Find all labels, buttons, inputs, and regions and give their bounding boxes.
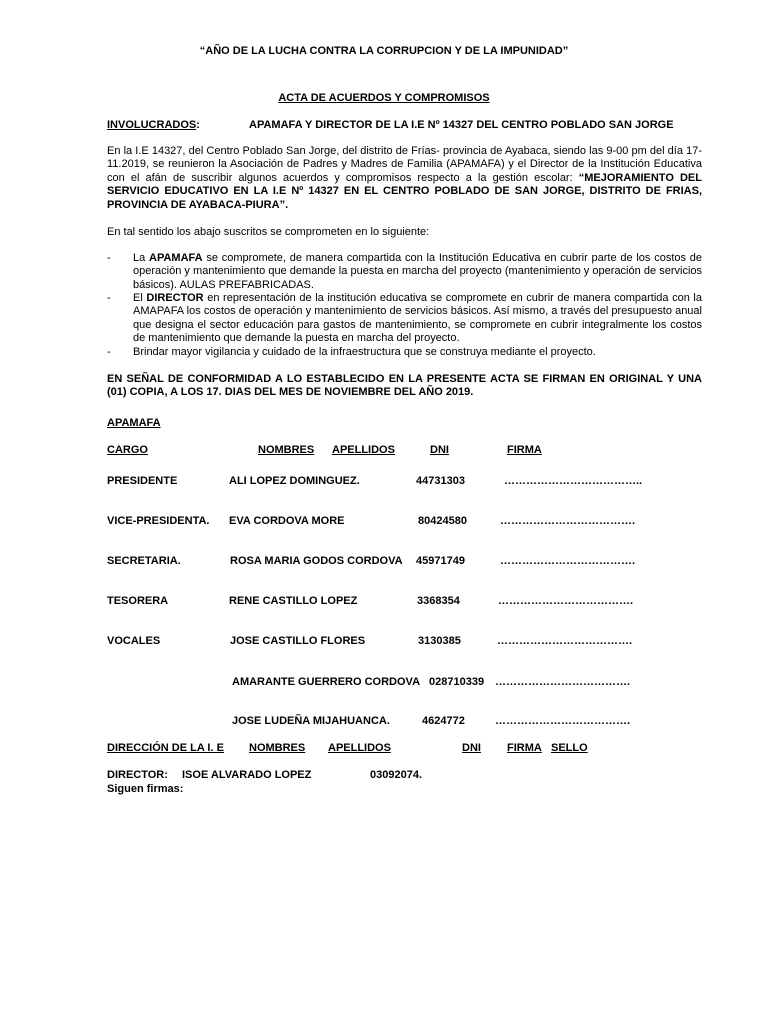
- involved-label: INVOLUCRADOS: [107, 119, 197, 131]
- list-dash: -: [107, 292, 111, 304]
- name-presidente: ALI LOPEZ DOMINGUEZ.: [229, 475, 360, 487]
- dni-vocal-1: 3130385: [418, 635, 461, 647]
- name-secretaria: ROSA MARIA GODOS CORDOVA: [230, 555, 403, 567]
- dni-vocal-3: 4624772: [422, 715, 465, 727]
- col-dir-nombres: NOMBRES: [249, 742, 306, 754]
- cargo-vicepresidenta: VICE-PRESIDENTA.: [107, 515, 210, 527]
- conformity-statement: EN SEÑAL DE CONFORMIDAD A LO ESTABLECIDO EN LA PRESENTE ACTA SE FIRMAN EN ORIGINAL Y UNA (01) COPIA, A LOS 17. DIAS DEL MES DE NOVIEMBRE DEL AÑO 2019.: [107, 373, 702, 399]
- col-cargo: CARGO: [107, 444, 148, 456]
- cargo-vocales: VOCALES: [107, 635, 161, 647]
- signature-line: ……………………………….: [495, 676, 631, 688]
- list-dash: -: [107, 346, 111, 358]
- name-vocal-1: JOSE CASTILLO FLORES: [230, 635, 366, 647]
- involved-line: [107, 119, 200, 131]
- commitment-apamafa: La APAMAFA se compromete, de manera compartida con la Institución Educativa en cubrir parte de los costos de operación y mantenimiento que demande la puesta en marcha del proyecto (mantenimiento y operación de servicios básicos). AULAS PREFABRICADAS.: [133, 252, 702, 291]
- apamafa-bold: APAMAFA: [149, 252, 203, 264]
- document-title: ACTA DE ACUERDOS Y COMPROMISOS: [278, 92, 490, 104]
- cargo-secretaria: SECRETARIA.: [107, 555, 181, 567]
- col-dir-sello: SELLO: [551, 742, 588, 754]
- commitment-vigilance: Brindar mayor vigilancia y cuidado de la infraestructura que se construya mediante el proyecto.: [133, 346, 596, 358]
- more-signatures-note: Siguen firmas:: [107, 783, 184, 795]
- signature-line: ……………………………….: [498, 595, 634, 607]
- col-dir-firma: FIRMA: [507, 742, 542, 754]
- signature-line: ……………………………….: [495, 715, 631, 727]
- col-nombres: NOMBRES: [258, 444, 315, 456]
- dni-vicepresidenta: 80424580: [418, 515, 467, 527]
- col-dni: DNI: [430, 444, 449, 456]
- director-dni: 03092074.: [370, 769, 422, 781]
- dni-tesorera: 3368354: [417, 595, 460, 607]
- involved-value: APAMAFA Y DIRECTOR DE LA I.E Nº 14327 DEL CENTRO POBLADO SAN JORGE: [249, 119, 674, 131]
- signature-line: ……………………………….: [500, 555, 636, 567]
- dni-secretaria: 45971749: [416, 555, 465, 567]
- dni-presidente: 44731303: [416, 475, 465, 487]
- col-dir-dni: DNI: [462, 742, 481, 754]
- intro-text: En la I.E 14327, del Centro Poblado San Jorge, del distrito de Frías- provincia de Ayabaca, siendo las 9-00 pm del día 17-11.2019, se reunieron la Asociación de Padres y Madres de Familia (APAMAFA) y el Director de la Institución Educativa con el afán de suscribir algunos acuerdos y compromisos respecto a la gestión escolar:: [107, 145, 702, 184]
- col-apellidos: APELLIDOS: [332, 444, 395, 456]
- director-bold: DIRECTOR: [146, 292, 204, 304]
- project-name: “MEJORAMIENTO DEL SERVICIO EDUCATIVO EN LA I.E Nº 14327 EN EL CENTRO POBLADO DE SAN JORGE, DISTRITO DE FRIAS, PROVINCIA DE AYABACA-PIURA”.: [107, 171, 702, 211]
- name-vocal-3: JOSE LUDEÑA MIJAHUANCA.: [232, 715, 390, 727]
- dni-vocal-2: 028710339: [429, 676, 485, 688]
- commitment-director: El DIRECTOR en representación de la institución educativa se compromete en cubrir de manera compartida con la AMAPAFA los costos de operación y mantenimiento de servicios básicos. Así mismo, a través del presupuesto anual que designa el sector educación para gastos de mantenimiento, se compromete en cubrir integralmente los costos de mantenimiento que demande la puesta en marcha del proyecto.: [133, 292, 702, 345]
- signature-line: ……………………………….: [497, 635, 633, 647]
- commitments-intro: En tal sentido los abajo suscritos se comprometen en lo siguiente:: [107, 226, 430, 238]
- col-dir-apellidos: APELLIDOS: [328, 742, 391, 754]
- signature-line: ……………………………….: [500, 515, 636, 527]
- name-vocal-2: AMARANTE GUERRERO CORDOVA: [232, 676, 421, 688]
- col-firma: FIRMA: [507, 444, 542, 456]
- cargo-presidente: PRESIDENTE: [107, 475, 178, 487]
- name-tesorera: RENE CASTILLO LOPEZ: [229, 595, 358, 607]
- director-name: ISOE ALVARADO LOPEZ: [182, 769, 312, 781]
- apamafa-heading: APAMAFA: [107, 417, 161, 429]
- list-dash: -: [107, 252, 111, 264]
- col-direccion: DIRECCIÓN DE LA I. E: [107, 742, 224, 754]
- year-motto: “AÑO DE LA LUCHA CONTRA LA CORRUPCION Y DE LA IMPUNIDAD”: [199, 45, 569, 57]
- involved-colon: :: [196, 119, 200, 131]
- cargo-tesorera: TESORERA: [107, 595, 169, 607]
- name-vicepresidenta: EVA CORDOVA MORE: [229, 515, 345, 527]
- signature-line: ………………………………..: [504, 475, 643, 487]
- director-label: DIRECTOR:: [107, 769, 168, 781]
- intro-paragraph: [107, 145, 702, 212]
